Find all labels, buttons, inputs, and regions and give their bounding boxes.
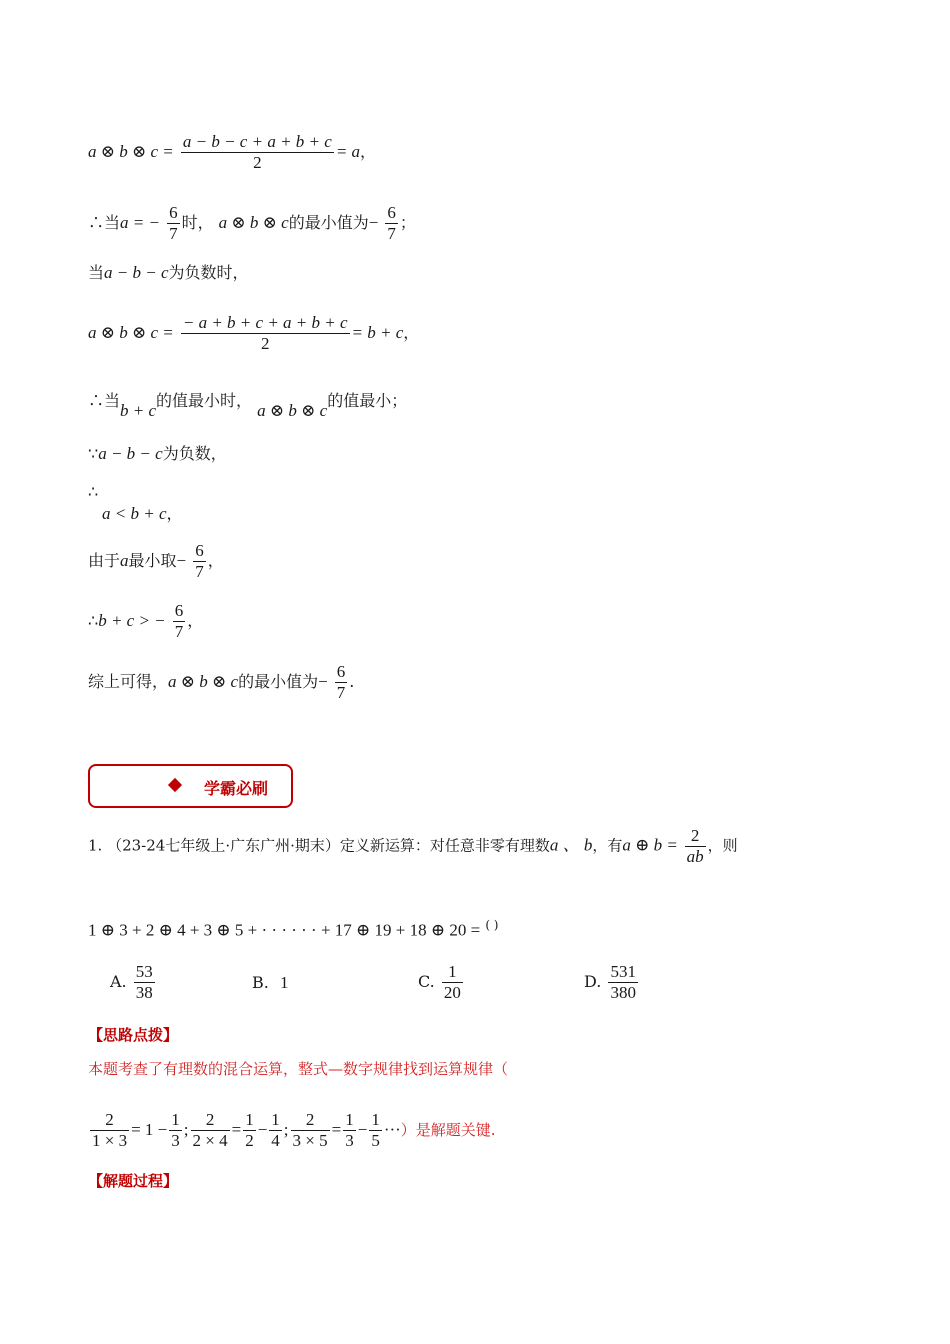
denominator: 3 — [345, 1131, 354, 1150]
expr: a < b + c — [102, 504, 167, 523]
diamond-icon — [168, 778, 182, 792]
fraction — [685, 826, 706, 867]
expr: a − b − c — [98, 444, 163, 463]
expr: = — [231, 1120, 242, 1139]
denominator: 2 — [181, 152, 334, 173]
section-title: 学霸必刷 — [204, 779, 269, 798]
punct: . — [349, 672, 355, 691]
text: 的最小值为 — [238, 672, 319, 691]
question-line-2 — [88, 914, 499, 941]
numerator: 6 — [195, 541, 204, 560]
denominator: 7 — [336, 683, 346, 702]
solution-line-10 — [88, 662, 354, 703]
punct: ， — [187, 611, 204, 630]
solution-line-4 — [88, 313, 419, 354]
numerator: 1 — [345, 1110, 354, 1129]
question-line-1 — [88, 826, 738, 867]
denominator: 5 — [371, 1131, 380, 1150]
expr: = a — [335, 142, 361, 161]
text: 当 — [88, 263, 105, 282]
option-c[interactable] — [418, 962, 465, 1003]
text: 最小取 — [128, 551, 177, 570]
text: 为负数时， — [168, 263, 249, 282]
text: 的值最小时， — [156, 391, 253, 410]
text: ∴当 — [88, 391, 121, 410]
hint-heading: 【思路点拨】 — [88, 1026, 179, 1044]
expr: 1 ⊕ 3 + 2 ⊕ 4 + 3 ⊕ 5 + · · · · · · + 17 ⊕ 19 + 18 ⊕ 20 = — [88, 920, 481, 940]
fraction — [269, 1110, 282, 1151]
denominator: 20 — [443, 983, 461, 1002]
expr: a — [120, 551, 129, 570]
solution-line-5 — [88, 390, 408, 420]
numerator: 1 — [448, 962, 457, 981]
solution-line-2 — [88, 203, 416, 244]
denominator: 2 — [245, 1131, 254, 1150]
expr: a ⊗ b ⊗ c = — [88, 142, 174, 161]
fraction — [181, 132, 334, 173]
fraction — [169, 1110, 182, 1151]
expr: a ⊗ b ⊗ c — [168, 672, 239, 691]
punct: ， — [207, 551, 224, 570]
option-d[interactable] — [584, 962, 640, 1003]
text: ∴ — [88, 611, 99, 630]
text: 为负数， — [162, 444, 227, 463]
hint-text: 本题考查了有理数的混合运算，整式—数字规律找到运算规律（ — [88, 1060, 509, 1078]
text: ，则 — [707, 836, 738, 855]
minus: − — [257, 1120, 268, 1139]
question-number: 1. — [88, 836, 103, 855]
denominator: 3 — [171, 1131, 180, 1150]
fraction — [193, 541, 206, 582]
text: ∴当 — [88, 213, 121, 232]
answer-blank: ( ) — [485, 918, 499, 932]
denominator: 7 — [169, 224, 178, 243]
numerator: 2 — [205, 1110, 215, 1129]
fraction — [134, 962, 155, 1003]
fraction — [191, 1110, 230, 1151]
denominator: 3 × 5 — [292, 1131, 328, 1150]
fraction — [385, 203, 398, 244]
solution-line-6 — [88, 443, 227, 465]
denominator: 2 × 4 — [192, 1131, 228, 1150]
fraction — [343, 1110, 356, 1151]
minus: − — [176, 551, 187, 570]
numerator: 2 — [105, 1110, 114, 1129]
denominator: 7 — [195, 562, 204, 581]
denominator: 380 — [610, 983, 636, 1002]
option-value: 1 — [279, 973, 289, 992]
denominator: 4 — [271, 1131, 280, 1150]
text: 综上可得， — [88, 672, 169, 691]
numerator: 1 — [271, 1110, 280, 1129]
numerator: 1 — [245, 1110, 254, 1129]
option-a[interactable] — [110, 962, 157, 1003]
expr: a 、 b — [549, 835, 593, 855]
expr: a ⊗ b ⊗ c — [218, 213, 289, 232]
option-label: D. — [584, 972, 602, 991]
solution-line-3 — [88, 262, 249, 284]
numerator: 1 — [171, 1110, 180, 1129]
numerator: 1 — [371, 1110, 380, 1129]
option-label: B. — [252, 973, 269, 992]
text: 时， — [181, 213, 214, 232]
numerator: 6 — [174, 601, 184, 620]
hint-formula — [88, 1110, 496, 1151]
expr: a ⊗ b ⊗ c — [257, 401, 328, 420]
expr: = 1 − — [131, 1120, 168, 1139]
expr: a = − — [120, 213, 160, 232]
solution-line-9 — [88, 601, 203, 642]
expr: a − b − c — [104, 263, 169, 282]
expr: = — [331, 1120, 342, 1139]
text: 的最小值为 — [288, 213, 369, 232]
solution-line-7 — [88, 481, 183, 525]
punct: ; — [283, 1120, 289, 1139]
text: 由于 — [88, 551, 121, 570]
numerator: 2 — [305, 1110, 315, 1129]
minus: − — [318, 672, 328, 691]
punct: ； — [399, 213, 416, 232]
hint-tail: ）是解题关键. — [400, 1121, 496, 1139]
fraction — [173, 601, 186, 642]
numerator: − a + b + c + a + b + c — [182, 313, 348, 332]
solution-line-8 — [88, 541, 224, 582]
option-label: A. — [110, 972, 127, 991]
fraction — [181, 313, 350, 354]
question-text: （23-24七年级上·广东广州·期末）定义新运算：对任意非零有理数 — [107, 836, 550, 855]
text: ∵ — [88, 444, 99, 463]
numerator: 53 — [135, 962, 153, 981]
denominator: 7 — [387, 224, 396, 243]
punct: ; — [183, 1120, 189, 1139]
process-heading: 【解题过程】 — [88, 1172, 179, 1190]
numerator: 531 — [610, 962, 636, 981]
fraction — [335, 662, 348, 703]
denominator: 38 — [135, 983, 153, 1002]
punct: ， — [403, 323, 420, 342]
denominator: 7 — [174, 622, 184, 641]
numerator: a − b − c + a + b + c — [182, 132, 332, 151]
denominator: 2 — [181, 333, 350, 354]
expr: = b + c — [351, 323, 404, 342]
expr: a ⊗ b ⊗ c = — [88, 323, 174, 342]
denominator: ab — [686, 847, 704, 866]
fraction — [442, 962, 463, 1003]
ellipsis: ··· — [383, 1120, 401, 1139]
minus: − — [357, 1120, 368, 1139]
expr: b + c — [120, 401, 157, 420]
option-label: C. — [418, 972, 435, 991]
text: ∴ — [88, 482, 99, 501]
fraction — [243, 1110, 256, 1151]
option-b[interactable] — [252, 973, 288, 993]
text: ，有 — [592, 836, 623, 855]
punct: ， — [166, 504, 183, 523]
numerator: 6 — [336, 662, 346, 681]
minus: − — [368, 213, 379, 232]
fraction — [608, 962, 638, 1003]
punct: ， — [360, 142, 377, 161]
numerator: 2 — [690, 826, 700, 845]
section-header — [88, 764, 293, 808]
solution-line-1 — [88, 132, 376, 173]
fraction — [291, 1110, 330, 1151]
text: 的值最小； — [327, 391, 408, 410]
denominator: 1 × 3 — [92, 1131, 128, 1150]
numerator: 6 — [387, 203, 396, 222]
fraction — [167, 203, 180, 244]
expr: b + c > − — [98, 611, 166, 630]
fraction — [90, 1110, 129, 1151]
numerator: 6 — [169, 203, 178, 222]
expr: a ⊕ b = — [622, 835, 678, 855]
fraction — [369, 1110, 382, 1151]
